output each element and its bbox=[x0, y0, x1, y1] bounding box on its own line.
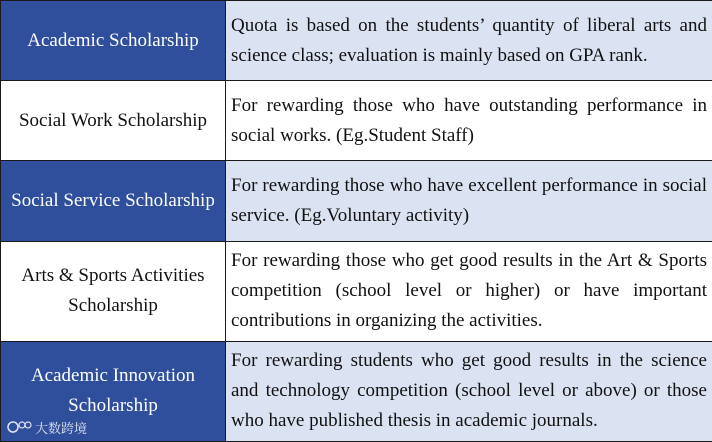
table-row bbox=[1, 241, 712, 341]
table-row bbox=[1, 81, 712, 161]
scholarship-name: Academic Scholarship bbox=[1, 1, 226, 81]
scholarship-description: For rewarding those who get good results in the Art & Sports competition (school level or higher) or have important contributions in organizing the activities. bbox=[226, 241, 712, 341]
watermark-text: 大数跨境 bbox=[35, 421, 88, 437]
scholarship-description: For rewarding those who have outstanding performance in social works. (Eg.Student Staff) bbox=[226, 81, 712, 161]
scholarship-name: Social Work Scholarship bbox=[1, 81, 226, 161]
scholarship-name: Academic Innovation Scholarship bbox=[1, 341, 226, 441]
table-row bbox=[1, 161, 712, 241]
scholarship-name: Social Service Scholarship bbox=[1, 161, 226, 241]
table-row bbox=[1, 1, 712, 81]
scholarship-description: For rewarding students who get good results in the science and technology competition (school level or above) or those who have published thesis in academic journals. bbox=[226, 341, 712, 441]
scholarship-description: For rewarding those who have excellent performance in social service. (Eg.Voluntary activity) bbox=[226, 161, 712, 241]
scholarship-description: Quota is based on the students’ quantity of liberal arts and science class; evaluation is mainly based on GPA rank. bbox=[226, 1, 712, 81]
scholarship-name: Arts & Sports Activities Scholarship bbox=[1, 241, 226, 341]
table-row bbox=[1, 341, 712, 441]
